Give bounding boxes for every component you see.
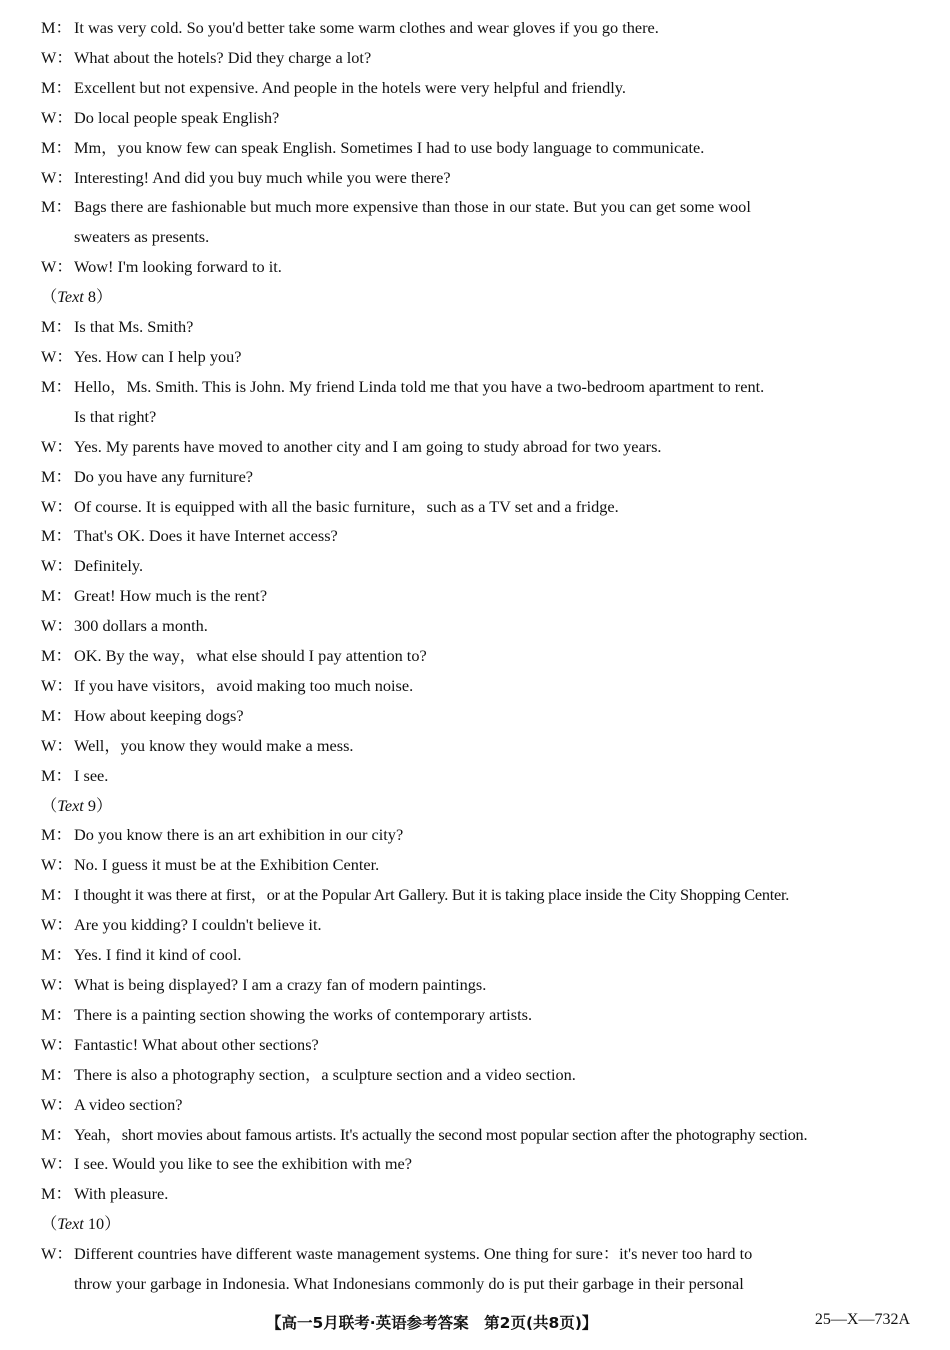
dialogue-line	[41, 222, 911, 252]
speaker-label: W：	[41, 1244, 73, 1264]
dialogue-text: Great! How much is the rent?	[74, 586, 268, 606]
dialogue-line	[41, 1269, 911, 1299]
dialogue-line	[41, 432, 911, 462]
footer-code: 25—X—732A	[814, 1311, 910, 1328]
speaker-label: W：	[41, 1034, 73, 1054]
dialogue-text: Yes. My parents have moved to another city and I am going to study abroad for two years.	[74, 436, 662, 456]
dialogue-text: I thought it was there at first，or at the Popular Art Gallery. But it is taking place inside the City Shopping Center.	[74, 885, 790, 905]
dialogue-text: What about the hotels? Did they charge a lot?	[74, 47, 372, 67]
speaker-label: W：	[41, 975, 73, 994]
speaker-label: W：	[41, 675, 73, 695]
dialogue-line	[41, 163, 911, 193]
dialogue-text: Different countries have different waste management systems. One thing for sure：it's never too hard to	[74, 1244, 753, 1264]
dialogue-text: That's OK. Does it have Internet access?	[74, 526, 338, 546]
dialogue-line	[41, 1239, 911, 1269]
dialogue-text: Are you kidding? I couldn't believe it.	[74, 915, 322, 935]
speaker-label: M：	[41, 1064, 72, 1084]
dialogue-line	[41, 492, 911, 522]
speaker-label: M：	[41, 526, 72, 546]
dialogue-line	[41, 13, 911, 43]
speaker-label: W：	[41, 167, 73, 187]
dialogue-line	[41, 252, 911, 282]
section-label-number: 8）	[83, 287, 113, 307]
dialogue-text: No. I guess it must be at the Exhibition Center.	[74, 855, 380, 875]
dialogue-text: Interesting! And did you buy much while you were there?	[74, 167, 451, 187]
dialogue-text: What is being displayed? I am a crazy fan of modern paintings.	[74, 975, 487, 994]
speaker-label: M：	[41, 376, 72, 396]
speaker-label: M：	[41, 18, 72, 37]
dialogue-text: Do local people speak English?	[74, 107, 280, 127]
section-label	[41, 1209, 911, 1239]
speaker-label: M：	[41, 137, 72, 157]
speaker-label: W：	[41, 1154, 73, 1174]
dialogue-line	[41, 970, 911, 1000]
dialogue-line	[41, 551, 911, 581]
dialogue-line	[41, 850, 911, 880]
dialogue-line	[41, 611, 911, 641]
dialogue-text: sweaters as presents.	[74, 227, 210, 247]
section-label-open: （	[41, 795, 58, 815]
section-label-word: Text	[57, 795, 84, 815]
section-label-open: （	[41, 287, 58, 307]
dialogue-text: How about keeping dogs?	[74, 705, 244, 725]
dialogue-line	[41, 342, 911, 372]
speaker-label: W：	[41, 556, 73, 576]
dialogue-text: I see. Would you like to see the exhibition with me?	[74, 1154, 412, 1174]
dialogue-text: Hello，Ms. Smith. This is John. My friend Linda told me that you have a two-bedroom apartment to rent.	[74, 376, 765, 396]
speaker-label: M：	[41, 586, 72, 606]
dialogue-text: There is also a photography section，a sculpture section and a video section.	[74, 1064, 576, 1084]
speaker-label: W：	[41, 496, 73, 516]
dialogue-text: If you have visitors，avoid making too much noise.	[74, 675, 414, 695]
speaker-label: M：	[41, 885, 72, 905]
dialogue-line	[41, 1060, 911, 1090]
speaker-label: W：	[41, 346, 73, 366]
dialogue-text: Mm，you know few can speak English. Sometimes I had to use body language to communicate.	[74, 137, 705, 157]
footer-title: 【高一5月联考·英语参考答案 第2页(共8页)】	[266, 1314, 598, 1332]
dialogue-text: Do you have any furniture?	[74, 466, 254, 486]
speaker-label: M：	[41, 77, 72, 97]
dialogue-text: Yes. I find it kind of cool.	[74, 945, 242, 965]
dialogue-text: throw your garbage in Indonesia. What Indonesians commonly do is put their garbage in their personal	[74, 1274, 744, 1294]
dialogue-text: 300 dollars a month.	[74, 616, 208, 636]
section-label-number: 9）	[83, 795, 113, 815]
dialogue-line	[41, 880, 911, 910]
speaker-label: W：	[41, 855, 73, 875]
dialogue-text: A video section?	[74, 1094, 183, 1114]
dialogue-line	[41, 761, 911, 791]
speaker-label: W：	[41, 47, 73, 67]
dialogue-text: There is a painting section showing the works of contemporary artists.	[74, 1004, 533, 1024]
dialogue-line	[41, 43, 911, 73]
dialogue-text: Bags there are fashionable but much more expensive than those in our state. But you can get some wool	[74, 197, 751, 217]
speaker-label: M：	[41, 197, 72, 217]
dialogue-line	[41, 73, 911, 103]
dialogue-text: Is that Ms. Smith?	[74, 317, 194, 337]
dialogue-line	[41, 940, 911, 970]
dialogue-text: Definitely.	[74, 556, 144, 576]
speaker-label: M：	[41, 1184, 72, 1204]
dialogue-line	[41, 1030, 911, 1060]
speaker-label: M：	[41, 646, 72, 666]
dialogue-text: Do you know there is an art exhibition in our city?	[74, 825, 404, 845]
dialogue-text: Yeah，short movies about famous artists. It's actually the second most popular section after the photography section.	[74, 1124, 808, 1144]
dialogue-line	[41, 731, 911, 761]
dialogue-line	[41, 1179, 911, 1209]
dialogue-line	[41, 820, 911, 850]
speaker-label: M：	[41, 705, 72, 725]
speaker-label: M：	[41, 466, 72, 486]
speaker-label: W：	[41, 735, 73, 755]
section-label	[41, 282, 911, 312]
speaker-label: W：	[41, 257, 73, 277]
dialogue-line	[41, 521, 911, 551]
section-label-open: （	[41, 1214, 58, 1234]
dialogue-line	[41, 1090, 911, 1120]
dialogue-line	[41, 372, 911, 402]
dialogue-text: Well，you know they would make a mess.	[74, 735, 354, 755]
section-label	[41, 791, 911, 821]
dialogue-text: I see.	[74, 765, 109, 785]
dialogue-line	[41, 103, 911, 133]
speaker-label: M：	[41, 1004, 72, 1024]
speaker-label: M：	[41, 1124, 72, 1144]
speaker-label: W：	[41, 436, 73, 456]
dialogue-line	[41, 1149, 911, 1179]
dialogue-text: Yes. How can I help you?	[74, 346, 242, 366]
dialogue-text: Of course. It is equipped with all the basic furniture，such as a TV set and a fridge.	[74, 496, 619, 516]
section-label-number: 10）	[83, 1214, 121, 1234]
speaker-label: W：	[41, 107, 73, 127]
dialogue-line	[41, 133, 911, 163]
document-body	[41, 13, 911, 1299]
speaker-label: W：	[41, 915, 73, 935]
dialogue-line	[41, 402, 911, 432]
dialogue-text: With pleasure.	[74, 1184, 169, 1204]
dialogue-line	[41, 701, 911, 731]
dialogue-line	[41, 671, 911, 701]
dialogue-text: Fantastic! What about other sections?	[74, 1034, 319, 1054]
page-footer	[0, 1311, 950, 1337]
dialogue-line	[41, 312, 911, 342]
speaker-label: W：	[41, 616, 73, 636]
dialogue-text: Excellent but not expensive. And people in the hotels were very helpful and friendly.	[74, 77, 626, 97]
section-label-word: Text	[57, 1214, 84, 1234]
dialogue-text: It was very cold. So you'd better take some warm clothes and wear gloves if you go there.	[74, 18, 659, 37]
dialogue-line	[41, 192, 911, 222]
speaker-label: M：	[41, 825, 72, 845]
speaker-label: M：	[41, 765, 72, 785]
speaker-label: W：	[41, 1094, 73, 1114]
dialogue-line	[41, 1120, 911, 1150]
dialogue-text: Wow! I'm looking forward to it.	[74, 257, 282, 277]
speaker-label: M：	[41, 945, 72, 965]
dialogue-line	[41, 581, 911, 611]
dialogue-line	[41, 462, 911, 492]
dialogue-line	[41, 641, 911, 671]
dialogue-line	[41, 910, 911, 940]
dialogue-text: OK. By the way，what else should I pay attention to?	[74, 646, 427, 666]
speaker-label: M：	[41, 317, 72, 337]
dialogue-line	[41, 1000, 911, 1030]
dialogue-text: Is that right?	[74, 406, 157, 426]
section-label-word: Text	[57, 287, 84, 307]
